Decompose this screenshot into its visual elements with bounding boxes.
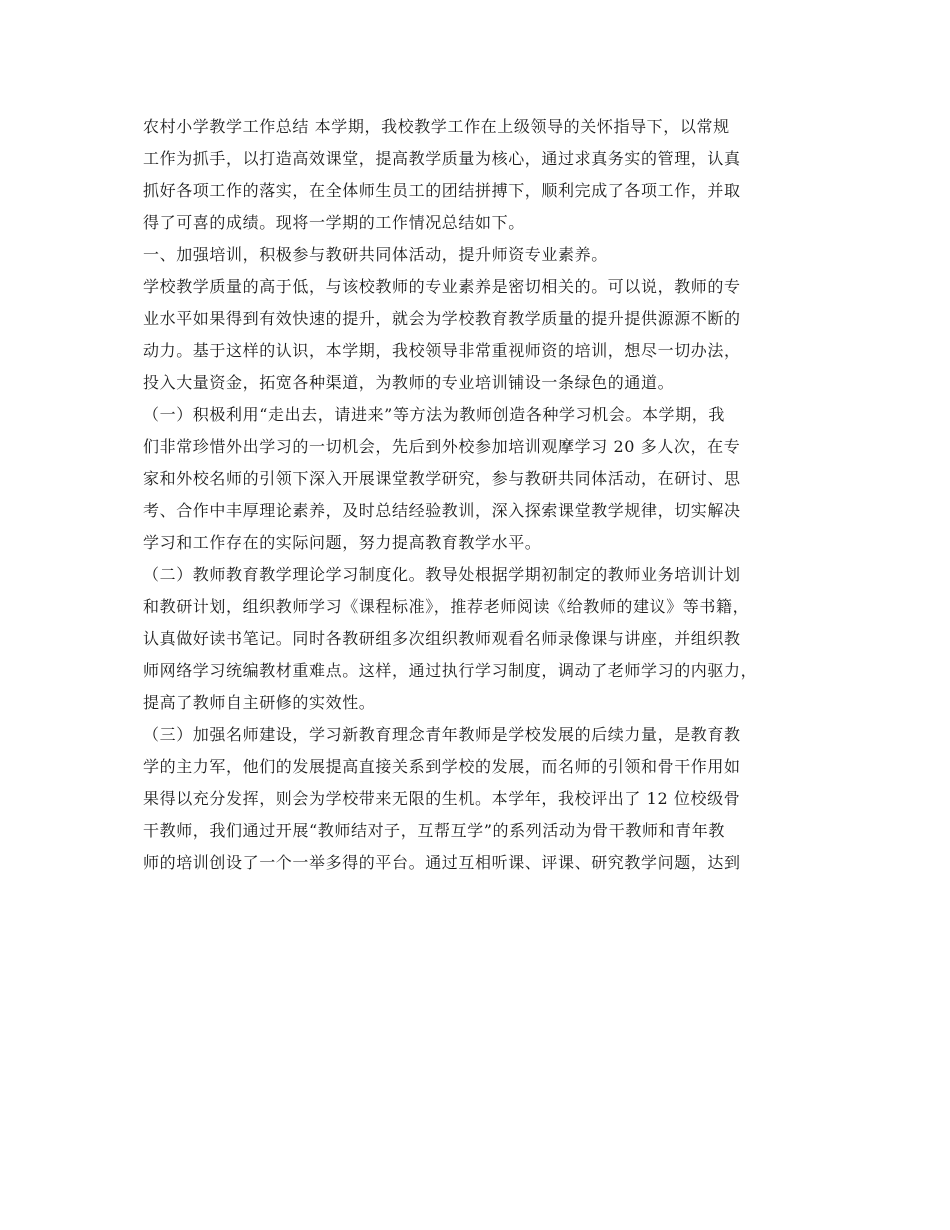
text-line: 学的主力军，他们的发展提高直接关系到学校的发展，而名师的引领和骨干作用如 <box>143 757 741 776</box>
subsection-line: （一）积极利用“走出去，请进来”等方法为教师创造各种学习机会。本学期，我 <box>143 405 725 424</box>
text-line: 提高了教师自主研修的实效性。 <box>143 693 376 712</box>
text-line: 师的培训创设了一个一举多得的平台。通过互相听课、评课、研究教学问题，达到 <box>143 853 741 872</box>
text-line: 农村小学教学工作总结 本学期，我校教学工作在上级领导的关怀指导下，以常规 <box>143 117 730 136</box>
text-line: 家和外校名师的引领下深入开展课堂教学研究，参与教研共同体活动，在研讨、思 <box>143 469 741 488</box>
section-heading: 一、加强培训，积极参与教研共同体活动，提升师资专业素养。 <box>143 245 608 264</box>
text-line: 投入大量资金，拓宽各种渠道，为教师的专业培训铺设一条绿色的通道。 <box>143 373 675 392</box>
text-line: 得了可喜的成绩。现将一学期的工作情况总结如下。 <box>143 213 525 232</box>
text-line: 学校教学质量的高于低，与该校教师的专业素养是密切相关的。可以说，教师的专 <box>143 277 741 296</box>
text-line: 认真做好读书笔记。同时各教研组多次组织教师观看名师录像课与讲座，并组织教 <box>143 629 741 648</box>
text-line: 们非常珍惜外出学习的一切机会，先后到外校参加培训观摩学习 20 多人次，在专 <box>143 437 741 456</box>
text-line: 工作为抓手，以打造高效课堂，提高教学质量为核心，通过求真务实的管理，认真 <box>143 149 741 168</box>
text-line: 果得以充分发挥，则会为学校带来无限的生机。本学年，我校评出了 12 位校级骨 <box>143 789 741 808</box>
text-line: 师网络学习统编教材重难点。这样，通过执行学习制度，调动了老师学习的内驱力， <box>143 661 758 680</box>
text-line: 干教师，我们通过开展“教师结对子，互帮互学”的系列活动为骨干教师和青年教 <box>143 821 725 840</box>
text-line: 抓好各项工作的落实，在全体师生员工的团结拼搏下，顺利完成了各项工作，并取 <box>143 181 741 200</box>
text-line: 动力。基于这样的认识，本学期，我校领导非常重视师资的培训，想尽一切办法， <box>143 341 741 360</box>
subsection-line: （三）加强名师建设，学习新教育理念青年教师是学校发展的后续力量，是教育教 <box>143 725 741 744</box>
text-line: 考、合作中丰厚理论素养，及时总结经验教训，深入探索课堂教学规律，切实解决 <box>143 501 741 520</box>
document-body <box>143 111 833 879</box>
subsection-line: （二）教师教育教学理论学习制度化。教导处根据学期初制定的教师业务培训计划 <box>143 565 741 584</box>
text-line: 学习和工作存在的实际问题，努力提高教育教学水平。 <box>143 533 542 552</box>
text-line: 和教研计划，组织教师学习《课程标准》，推荐老师阅读《给教师的建议》等书籍， <box>143 597 750 616</box>
text-line: 业水平如果得到有效快速的提升，就会为学校教育教学质量的提升提供源源不断的 <box>143 309 741 328</box>
